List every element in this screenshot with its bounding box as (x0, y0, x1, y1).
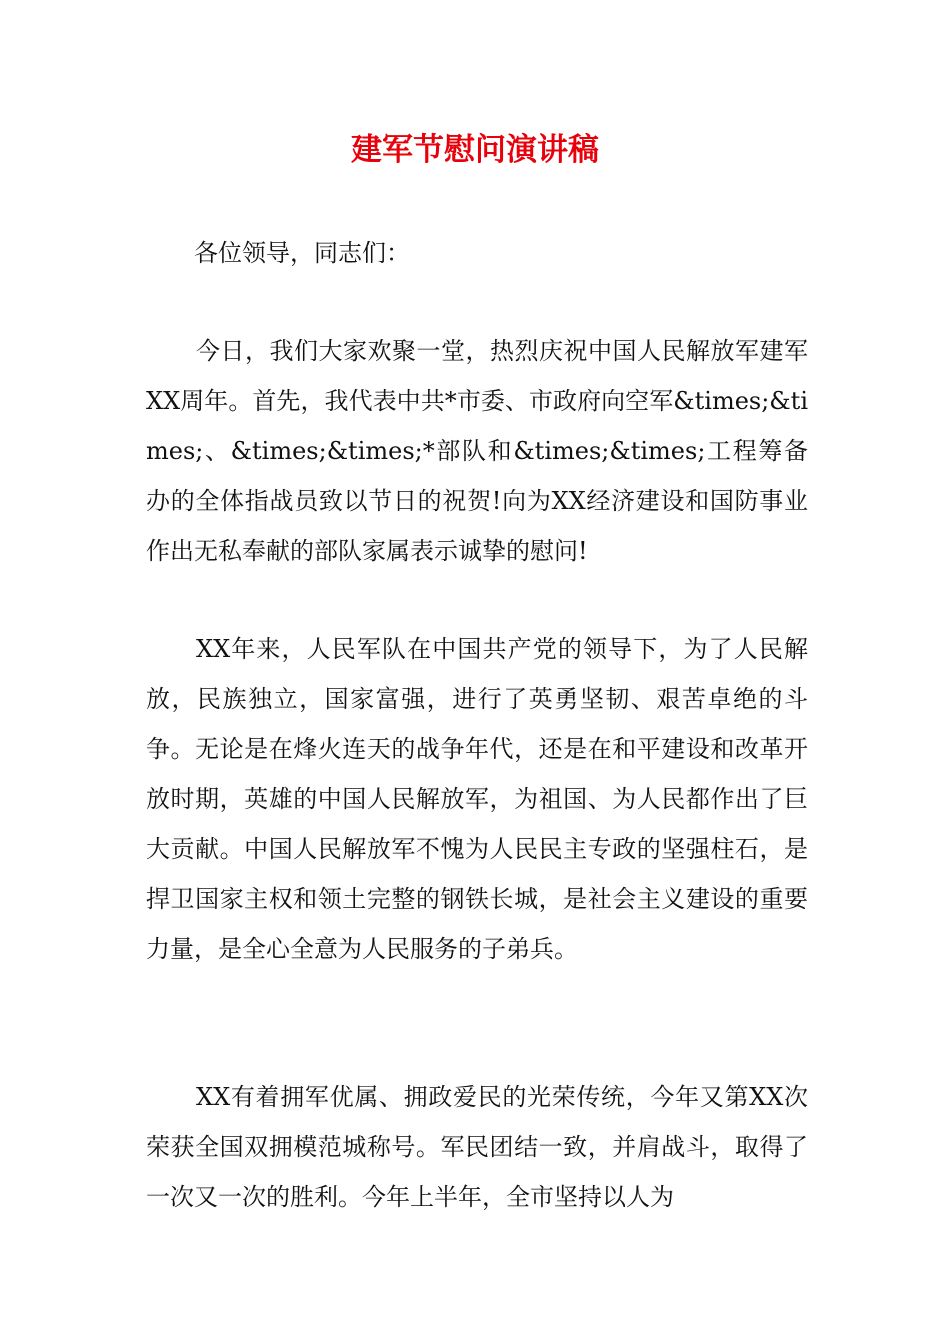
document-title: 建军节慰问演讲稿 (351, 132, 599, 168)
paragraph-1: 今日，我们大家欢聚一堂，热烈庆祝中国人民解放军建军XX周年。首先，我代表中共*市委、市政府向空军&times;&times;、&times;&times;*部队和&times;&times;工程筹备办的全体指战员致以节日的祝贺!向为XX经济建设和国防事业作出无私奉献的部队家属表示诚挚的慰问! (146, 337, 808, 565)
salutation: 各位领导，同志们： (194, 239, 410, 267)
paragraph-3: XX有着拥军优属、拥政爱民的光荣传统，今年又第XX次荣获全国双拥模范城称号。军民团结一致，并肩战斗，取得了一次又一次的胜利。今年上半年，全市坚持以人为 (146, 1083, 808, 1211)
paragraph-2: XX年来，人民军队在中国共产党的领导下，为了人民解放，民族独立，国家富强，进行了英勇坚韧、艰苦卓绝的斗争。无论是在烽火连天的战争年代，还是在和平建设和改革开放时期，英雄的中国人民解放军，为祖国、为人民都作出了巨大贡献。中国人民解放军不愧为人民民主专政的坚强柱石，是捍卫国家主权和领土完整的钢铁长城，是社会主义建设的重要力量，是全心全意为人民服务的子弟兵。 (146, 635, 808, 963)
